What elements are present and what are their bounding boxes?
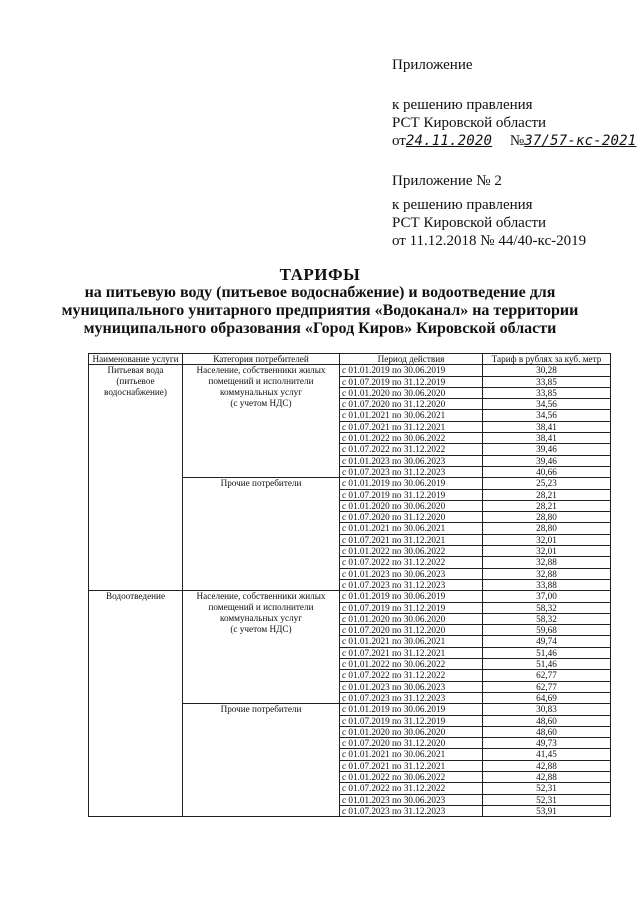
- table-header-row: [89, 354, 611, 365]
- tariff-cell: 48,60: [483, 715, 611, 726]
- period-cell: с 01.07.2023 по 31.12.2023: [340, 579, 483, 590]
- tariff-cell: 62,77: [483, 681, 611, 692]
- service-name-line: водоснабжение): [104, 387, 167, 398]
- category-line: Население, собственники жилых: [196, 365, 326, 376]
- tariff-cell: 48,60: [483, 726, 611, 737]
- period-cell: с 01.07.2021 по 31.12.2021: [340, 421, 483, 432]
- tariff-cell: 33,88: [483, 579, 611, 590]
- tariff-cell: 42,88: [483, 771, 611, 782]
- category-line: (с учетом НДС): [230, 624, 292, 635]
- tariff-cell: 39,46: [483, 444, 611, 455]
- period-cell: с 01.07.2019 по 31.12.2019: [340, 489, 483, 500]
- period-cell: с 01.07.2022 по 31.12.2022: [340, 444, 483, 455]
- tariff-cell: 33,85: [483, 387, 611, 398]
- period-cell: с 01.01.2020 по 30.06.2020: [340, 613, 483, 624]
- period-cell: с 01.01.2020 по 30.06.2020: [340, 387, 483, 398]
- tariff-cell: 49,74: [483, 636, 611, 647]
- tariff-cell: 32,01: [483, 546, 611, 557]
- service-name-cell: [89, 365, 183, 591]
- tariff-cell: 59,68: [483, 625, 611, 636]
- decision2-line-3: от 11.12.2018 № 44/40-кс-2019: [392, 233, 587, 249]
- tariff-cell: 38,41: [483, 421, 611, 432]
- service-name-line: (питьевое: [116, 376, 155, 387]
- tariff-cell: 28,21: [483, 500, 611, 511]
- period-cell: с 01.01.2019 по 30.06.2019: [340, 365, 483, 376]
- period-cell: с 01.07.2022 по 31.12.2022: [340, 557, 483, 568]
- decision2-line-2: РСТ Кировской области: [392, 215, 547, 231]
- period-cell: с 01.01.2019 по 30.06.2019: [340, 704, 483, 715]
- tariff-cell: 51,46: [483, 647, 611, 658]
- tariff-cell: 51,46: [483, 659, 611, 670]
- period-cell: с 01.07.2019 по 31.12.2019: [340, 602, 483, 613]
- period-cell: с 01.01.2023 по 30.06.2023: [340, 681, 483, 692]
- period-cell: с 01.07.2023 по 31.12.2023: [340, 466, 483, 477]
- period-cell: с 01.01.2022 по 30.06.2022: [340, 546, 483, 557]
- category-line: помещений и исполнители: [208, 376, 314, 387]
- period-cell: с 01.01.2021 по 30.06.2021: [340, 636, 483, 647]
- category-line: (с учетом НДС): [230, 398, 292, 409]
- tariff-cell: 42,88: [483, 760, 611, 771]
- tariff-cell: 64,69: [483, 692, 611, 703]
- period-cell: с 01.01.2019 по 30.06.2019: [340, 591, 483, 602]
- period-cell: с 01.01.2023 по 30.06.2023: [340, 568, 483, 579]
- tariff-cell: 34,56: [483, 399, 611, 410]
- table-row: [89, 365, 611, 376]
- handwritten-date: 24.11.2020: [405, 133, 493, 149]
- tariff-cell: 58,32: [483, 602, 611, 613]
- category-line: коммунальных услуг: [219, 613, 303, 624]
- title-main: ТАРИФЫ: [279, 265, 361, 284]
- header-service: Наименование услуги: [89, 354, 183, 365]
- period-cell: с 01.07.2021 по 31.12.2021: [340, 534, 483, 545]
- period-cell: с 01.07.2021 по 31.12.2021: [340, 760, 483, 771]
- appendix-2-label: Приложение № 2: [392, 173, 502, 189]
- tariff-cell: 28,21: [483, 489, 611, 500]
- period-cell: с 01.01.2020 по 30.06.2020: [340, 726, 483, 737]
- tariff-cell: 52,31: [483, 794, 611, 805]
- period-cell: с 01.07.2022 по 31.12.2022: [340, 783, 483, 794]
- period-cell: с 01.01.2022 по 30.06.2022: [340, 433, 483, 444]
- tariff-cell: 37,00: [483, 591, 611, 602]
- decision-line-1: к решению правления: [392, 97, 533, 113]
- number-prefix: №: [509, 133, 525, 149]
- date-prefix: от: [392, 133, 406, 149]
- period-cell: с 01.01.2021 по 30.06.2021: [340, 749, 483, 760]
- service-name-cell: [89, 591, 183, 817]
- period-cell: с 01.01.2021 по 30.06.2021: [340, 410, 483, 421]
- category-line: Прочие потребители: [220, 478, 302, 489]
- period-cell: с 01.07.2020 по 31.12.2020: [340, 625, 483, 636]
- period-cell: с 01.07.2021 по 31.12.2021: [340, 647, 483, 658]
- tariff-cell: 52,31: [483, 783, 611, 794]
- tariff-cell: 30,83: [483, 704, 611, 715]
- period-cell: с 01.01.2022 по 30.06.2022: [340, 771, 483, 782]
- decision-line-2: РСТ Кировской области: [392, 115, 547, 131]
- title-line-4: муниципального образования «Город Киров» Кировской области: [83, 320, 557, 337]
- period-cell: с 01.07.2022 по 31.12.2022: [340, 670, 483, 681]
- decision2-line-1: к решению правления: [392, 197, 533, 213]
- period-cell: с 01.07.2020 по 31.12.2020: [340, 738, 483, 749]
- category-cell: [183, 704, 340, 817]
- service-name-line: Питьевая вода: [107, 365, 164, 376]
- period-cell: с 01.01.2020 по 30.06.2020: [340, 500, 483, 511]
- tariff-cell: 39,46: [483, 455, 611, 466]
- decision-date-number: [392, 133, 636, 150]
- handwritten-number: 37/57-кс-2021: [524, 133, 637, 149]
- tariff-table: [88, 353, 611, 817]
- tariff-cell: 38,41: [483, 433, 611, 444]
- header-period: Период действия: [340, 354, 483, 365]
- period-cell: с 01.07.2020 по 31.12.2020: [340, 512, 483, 523]
- category-line: Население, собственники жилых: [196, 591, 326, 602]
- category-line: помещений и исполнители: [208, 602, 314, 613]
- tariff-cell: 28,80: [483, 523, 611, 534]
- category-line: коммунальных услуг: [219, 387, 303, 398]
- period-cell: с 01.07.2019 по 31.12.2019: [340, 715, 483, 726]
- tariff-cell: 53,91: [483, 805, 611, 816]
- period-cell: с 01.07.2023 по 31.12.2023: [340, 692, 483, 703]
- category-cell: [183, 591, 340, 704]
- period-cell: с 01.07.2020 по 31.12.2020: [340, 399, 483, 410]
- tariff-cell: 30,28: [483, 365, 611, 376]
- category-cell: [183, 478, 340, 591]
- period-cell: с 01.07.2023 по 31.12.2023: [340, 805, 483, 816]
- tariff-cell: 62,77: [483, 670, 611, 681]
- service-name-line: Водоотведение: [105, 591, 166, 602]
- header-tariff: Тариф в рублях за куб. метр: [483, 354, 611, 365]
- table-body: [89, 365, 611, 817]
- header-category: Категория потребителей: [183, 354, 340, 365]
- tariff-cell: 32,88: [483, 557, 611, 568]
- title-line-3: муниципального унитарного предприятия «Водоканал» на территории: [61, 302, 579, 319]
- tariff-cell: 32,01: [483, 534, 611, 545]
- tariff-cell: 32,88: [483, 568, 611, 579]
- table-row: [89, 591, 611, 602]
- period-cell: с 01.01.2023 по 30.06.2023: [340, 794, 483, 805]
- period-cell: с 01.07.2019 по 31.12.2019: [340, 376, 483, 387]
- category-cell: [183, 365, 340, 478]
- period-cell: с 01.01.2021 по 30.06.2021: [340, 523, 483, 534]
- tariff-cell: 40,66: [483, 466, 611, 477]
- appendix-label: Приложение: [392, 57, 473, 73]
- title-line-2: на питьевую воду (питьевое водоснабжение) и водоотведение для: [84, 284, 556, 301]
- tariff-cell: 49,73: [483, 738, 611, 749]
- period-cell: с 01.01.2023 по 30.06.2023: [340, 455, 483, 466]
- category-line: Прочие потребители: [220, 704, 302, 715]
- tariff-cell: 25,23: [483, 478, 611, 489]
- period-cell: с 01.01.2022 по 30.06.2022: [340, 659, 483, 670]
- tariff-cell: 28,80: [483, 512, 611, 523]
- tariff-cell: 58,32: [483, 613, 611, 624]
- tariff-cell: 41,45: [483, 749, 611, 760]
- tariff-cell: 34,56: [483, 410, 611, 421]
- tariff-cell: 33,85: [483, 376, 611, 387]
- period-cell: с 01.01.2019 по 30.06.2019: [340, 478, 483, 489]
